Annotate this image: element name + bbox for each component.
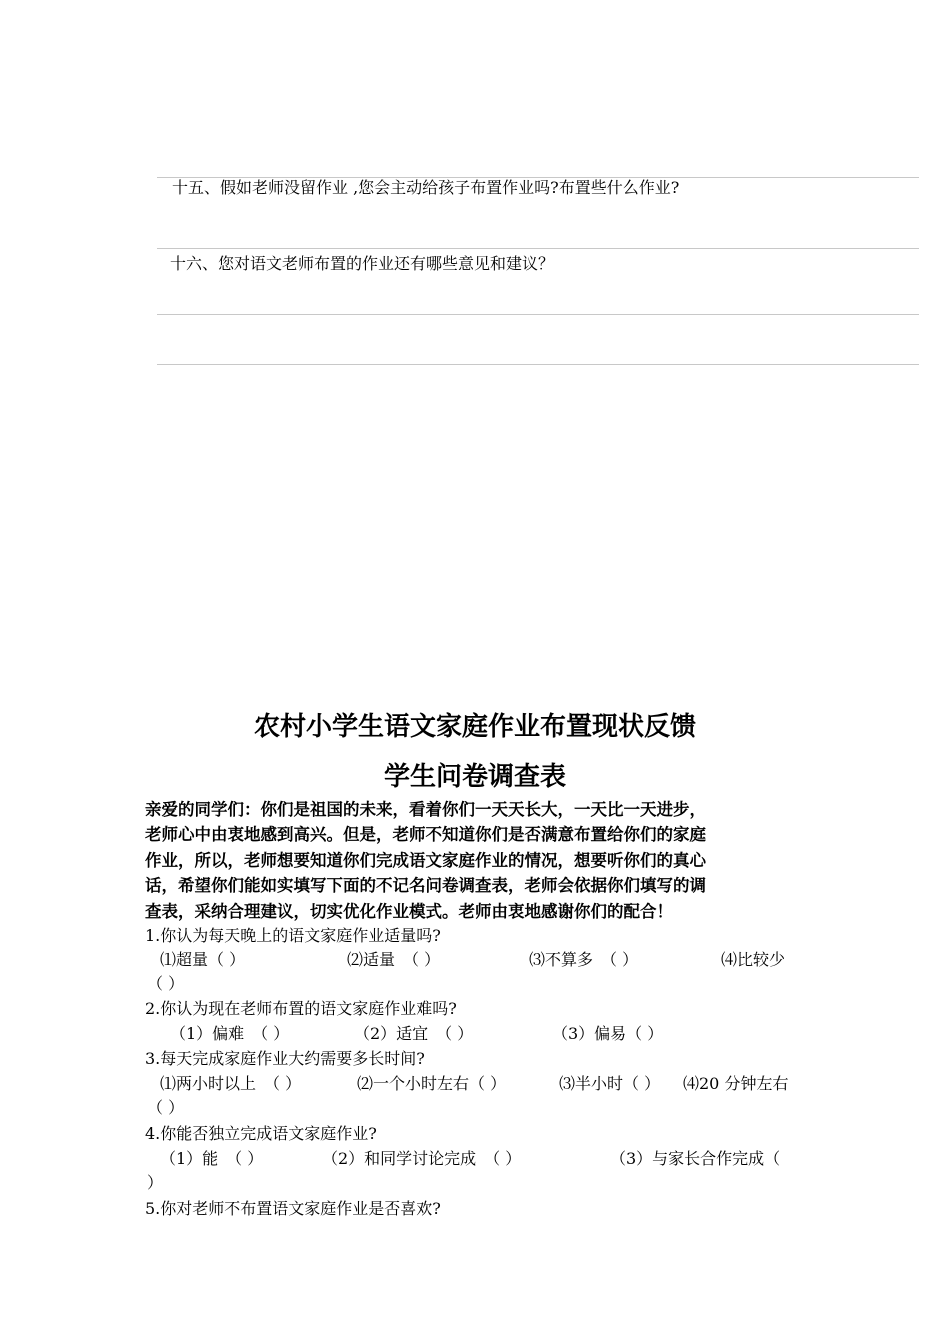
option-1-1: ⑴超量（ ） [160,950,246,969]
option-3-4-wrap: （ ） [147,1098,185,1117]
intro-line: 话，希望你们能如实填写下面的不记名问卷调查表，老师会依据你们填写的调 [145,876,706,896]
question-3: 3.每天完成家庭作业大约需要多长时间? [145,1049,425,1068]
option-3-1: ⑴两小时以上 （ ） [160,1074,302,1093]
question-1: 1.你认为每天晚上的语文家庭作业适量吗? [145,926,441,945]
option-1-4-wrap: （ ） [147,974,185,993]
table-rule [157,364,919,365]
intro-line: 老师心中由衷地感到高兴。但是，老师不知道你们是否满意布置给你们的家庭 [145,825,706,845]
question-2: 2.你认为现在老师布置的语文家庭作业难吗? [145,999,457,1018]
question-15: 十五、假如老师没留作业 ,您会主动给孩子布置作业吗?布置些什么作业? [172,178,680,197]
table-rule [157,248,919,249]
question-4: 4.你能否独立完成语文家庭作业? [145,1124,377,1143]
intro-paragraph [145,797,810,924]
option-4-3-wrap: ） [147,1173,164,1192]
option-2-3: （3）偏易（ ） [552,1024,664,1043]
survey-title: 农村小学生语文家庭作业布置现状反馈 [253,712,696,742]
intro-line: 作业，所以，老师想要知道你们完成语文家庭作业的情况，想要听你们的真心 [145,850,706,870]
table-rule [157,314,919,315]
option-4-3: （3）与家长合作完成（ [610,1149,781,1168]
option-4-2: （2）和同学讨论完成 （ ） [322,1149,522,1168]
question-16: 十六、您对语文老师布置的作业还有哪些意见和建议？ [170,254,555,273]
survey-subtitle: 学生问卷调查表 [383,762,566,792]
option-3-2: ⑵一个小时左右（ ） [357,1074,507,1093]
option-1-2: ⑵适量 （ ） [347,950,441,969]
option-1-3: ⑶不算多 （ ） [529,950,639,969]
intro-line: 亲爱的同学们：你们是祖国的未来，看着你们一天天长大，一天比一天进步， [145,800,706,819]
option-1-4: ⑷比较少 [721,950,786,969]
question-5: 5.你对老师不布置语文家庭作业是否喜欢? [145,1199,441,1218]
option-3-4: ⑷20 分钟左右 [683,1074,789,1093]
option-4-1: （1）能 （ ） [160,1149,264,1168]
option-2-1: （1）偏难 （ ） [170,1024,290,1043]
option-2-2: （2）适宜 （ ） [354,1024,474,1043]
option-3-3: ⑶半小时（ ） [559,1074,661,1093]
intro-line: 查表，采纳合理建议，切实优化作业模式。老师由衷地感谢你们的配合！ [145,901,673,921]
